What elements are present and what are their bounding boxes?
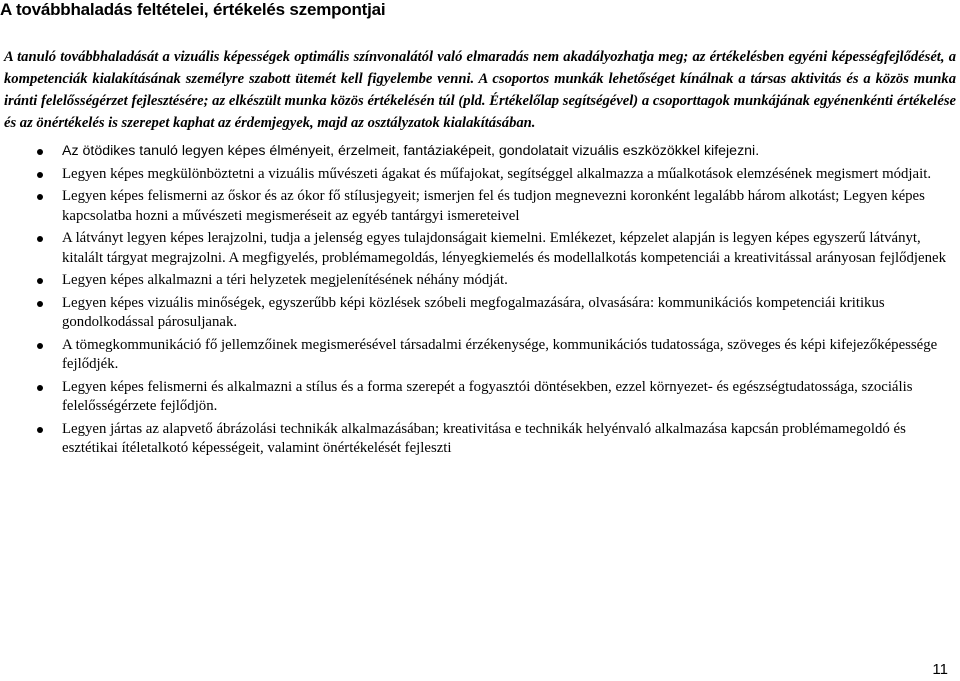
bullet-icon xyxy=(37,149,43,155)
list-item: A látványt legyen képes lerajzolni, tudja a jelenség egyes tulajdonságait kiemelni. Emlékezet, képzelet alapján is legyen képes egyszerű látványt, kitalált tárgyat megrajzolni. A megfigyelés, problémamegoldás, lényegkiemelés és modellalkotás kompetenciái a kreativitással arányosan fejlődjenek xyxy=(0,229,956,268)
bullet-icon xyxy=(37,385,43,391)
bullet-icon xyxy=(37,343,43,349)
bullet-icon xyxy=(37,427,43,433)
bullet-icon xyxy=(37,278,43,284)
bullet-icon xyxy=(37,236,43,242)
list-item: Legyen képes felismerni az őskor és az ókor fő stílusjegyeit; ismerjen fel és tudjon megnevezni koronként legalább három alkotást; Legyen képes kapcsolatba hozni a művészeti megismeréseit az egyéb tantárgyi ismereteivel xyxy=(0,187,956,226)
list-item: A tömegkommunikáció fő jellemzőinek megismerésével társadalmi érzékenysége, kommunikációs tudatossága, szöveges és képi kifejezőképessége fejlődjék. xyxy=(0,336,956,375)
intro-paragraph: A tanuló továbbhaladását a vizuális képességek optimális színvonalától való elmaradás nem akadályozhatja meg; az értékelésben egyéni képességfejlődését, a kompetenciák kialakításának személyre szabott ütemét kell figyelembe venni. A csoportos munkák lehetőséget kínálnak a társas aktivitás és a közös munka iránti felelősségérzet fejlesztésére; az elkészült munka közös értékelésén túl (pld. Értékelőlap segítségével) a csoporttagok munkájának egyénenkénti értékelése és az önértékelés is szerepet kaphat az érdemjegyek, majd az osztályzatok kialakításában. xyxy=(4,49,956,131)
requirements-list xyxy=(0,142,956,459)
list-item: Legyen képes megkülönböztetni a vizuális művészeti ágakat és műfajokat, segítséggel alkalmazza a műalkotások elemzésének megismert módjait. xyxy=(0,165,956,185)
list-item: Legyen képes vizuális minőségek, egyszerűbb képi közlések szóbeli megfogalmazására, olvasására: kommunikációs kompetenciái kritikus gondolkodással párosuljanak. xyxy=(0,294,956,333)
page-number: 11 xyxy=(932,661,948,678)
bullet-icon xyxy=(37,301,43,307)
list-item: Legyen képes felismerni és alkalmazni a stílus és a forma szerepét a fogyasztói döntésekben, ezzel környezet- és egészségtudatossága, szociális felelősségérzete fejlődjön. xyxy=(0,378,956,417)
list-item: Legyen jártas az alapvető ábrázolási technikák alkalmazásában; kreativitása e technikák helyénvaló alkalmazása kapcsán problémamegoldó és esztétikai ítéletalkotó képességeit, valamint önértékelését fejleszti xyxy=(0,420,956,459)
list-item: Az ötödikes tanuló legyen képes élményeit, érzelmeit, fantáziaképeit, gondolatait vizuális eszközökkel kifejezni. xyxy=(0,142,956,162)
bullet-icon xyxy=(37,172,43,178)
section-heading: A továbbhaladás feltételei, értékelés szempontjai xyxy=(0,0,386,19)
bullet-icon xyxy=(37,194,43,200)
list-item: Legyen képes alkalmazni a téri helyzetek megjelenítésének néhány módját. xyxy=(0,271,956,291)
